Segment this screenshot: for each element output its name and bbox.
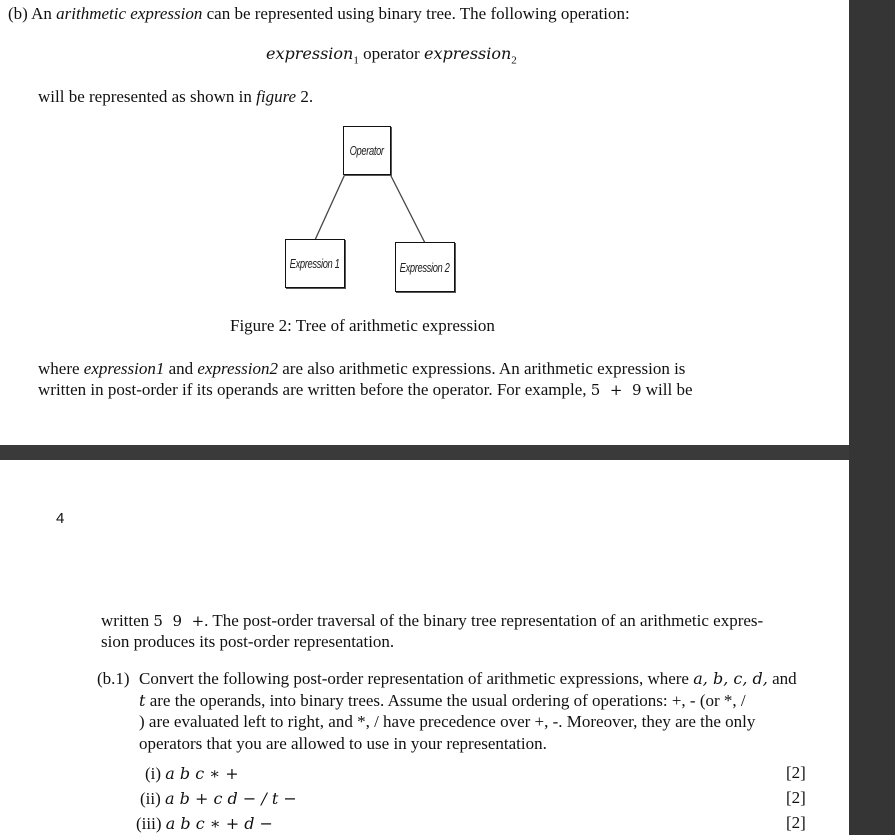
item-expression: a b + c d − / t − [165,789,297,808]
operand-t-math: t [139,691,146,710]
tree-node-left: Expression 1 [285,239,345,288]
intro-emphasis: arithmetic expression [56,4,203,23]
postorder-example-math: 5 9 + [153,612,205,630]
shown-emphasis: figure [256,87,297,106]
tree-node-right: Expression 2 [395,242,455,292]
b1-line-2: t are the operands, into binary trees. Assume the usual ordering of operations: +, - (or *, / [139,691,746,710]
item-marks-i: [2] [786,763,806,782]
item-label: (i) [145,764,162,783]
edge-right [390,174,425,243]
expression1-emphasis: expression1 [83,359,165,378]
formula-operator: operator [363,44,420,63]
figure-caption: Figure 2: Tree of arithmetic expression [230,316,495,335]
shown-text-pre: will be represented as shown in [38,87,252,106]
page-number: 4 [56,510,65,527]
cont-line-1: written 5 9 +. The post-order traversal of the binary tree representation of an arithmetic expres- [101,611,764,630]
intro-text-pre: An [31,4,52,23]
operands-math: a, b, c, d, [693,669,768,688]
formula-expression-2: expression [423,44,512,63]
b1-label: (b.1) [97,669,130,688]
formula-sub-1: 1 [353,54,359,67]
example-math: 5 + 9 [590,381,642,399]
b1-line-1: Convert the following post-order representation of arithmetic expressions, where a, b, c, d, and [139,669,797,688]
shown-text-post: 2. [300,87,314,106]
expression2-emphasis: expression2 [197,359,278,378]
item-expression: a b c ∗ + d − [165,814,273,833]
formula-sub-2: 2 [511,54,517,67]
item-label: (iii) [136,814,162,833]
b1-line-4: operators that you are allowed to use in your representation. [139,734,547,753]
cont-line-2: sion produces its post-order representation. [101,632,395,651]
question-item-ii [140,788,297,810]
edge-left [315,174,345,240]
b1-line-3: ) are evaluated left to right, and *, / have precedence over +, -. Moreover, they are the only [139,712,756,731]
document-page-bottom [0,460,849,835]
question-item-i [145,763,239,785]
item-marks-ii: [2] [786,788,806,807]
item-marks-iii: [2] [786,813,806,832]
page-separator [0,445,849,460]
para-line-2: written in post-order if its operands are written before the operator. For example, 5 + 9 will be [38,380,693,399]
viewer-scroll-strip[interactable] [849,0,895,835]
part-label: (b) [8,4,28,23]
item-label: (ii) [140,789,161,808]
intro-text-post: can be represented using binary tree. The following operation: [206,4,630,23]
question-item-iii [136,813,273,835]
tree-node-root: Operator [343,126,391,175]
para-line-1: where expression1 and expression2 are also arithmetic expressions. An arithmetic expression is [38,359,686,378]
item-expression: a b c ∗ + [165,764,239,783]
formula-expression-1: expression [266,44,354,63]
